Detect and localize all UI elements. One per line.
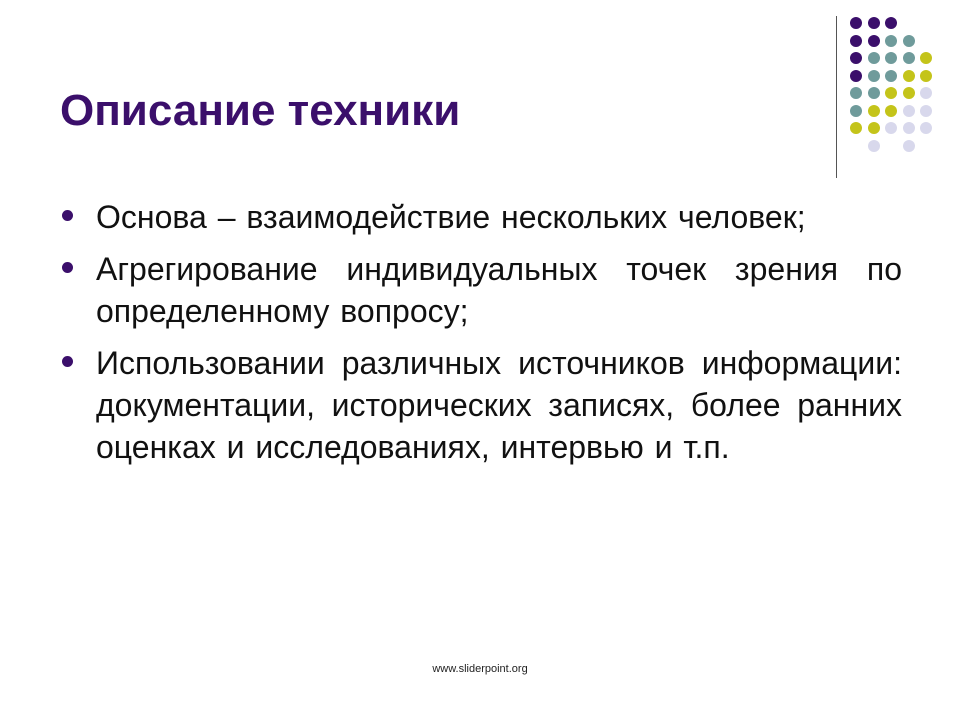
decorative-dot: [903, 35, 915, 47]
decorative-dot: [920, 52, 932, 64]
decorative-dot: [903, 87, 915, 99]
decorative-dot: [850, 70, 862, 82]
decorative-dot: [920, 122, 932, 134]
decorative-dot: [868, 140, 880, 152]
bullet-icon: [62, 356, 73, 367]
decorative-dot: [920, 70, 932, 82]
decorative-dot: [920, 105, 932, 117]
bullet-list: [60, 196, 902, 478]
vertical-divider: [836, 16, 837, 178]
decorative-dot: [850, 87, 862, 99]
bullet-icon: [62, 210, 73, 221]
decorative-dot: [885, 70, 897, 82]
decorative-dot: [885, 105, 897, 117]
decorative-dot: [868, 35, 880, 47]
decorative-dot: [885, 52, 897, 64]
bullet-icon: [62, 262, 73, 273]
decorative-dot: [903, 70, 915, 82]
decorative-dot: [885, 17, 897, 29]
bullet-item: [60, 342, 902, 468]
decorative-dot: [868, 122, 880, 134]
decorative-dot: [850, 122, 862, 134]
decorative-dot: [885, 87, 897, 99]
bullet-text: Основа – взаимодействие нескольких человек;: [96, 199, 806, 235]
decorative-dot: [885, 35, 897, 47]
decorative-dot: [850, 52, 862, 64]
decorative-dot: [885, 122, 897, 134]
footer-url: www.sliderpoint.org: [432, 663, 528, 675]
bullet-item: [60, 248, 902, 332]
decorative-dot: [868, 70, 880, 82]
decorative-dot: [868, 105, 880, 117]
slide-title: Описание техники: [60, 86, 461, 135]
bullet-item: [60, 196, 902, 238]
decorative-dot: [850, 105, 862, 117]
decorative-dot: [868, 87, 880, 99]
decorative-dot: [850, 35, 862, 47]
decorative-dot: [903, 52, 915, 64]
decorative-dot: [903, 140, 915, 152]
decorative-dot: [903, 105, 915, 117]
decorative-dot: [920, 87, 932, 99]
bullet-text: Использовании различных источников информации: документации, исторических записях, более ранних оценках и исследованиях, интервью и т.п.: [96, 345, 902, 465]
bullet-text: Агрегирование индивидуальных точек зрения по определенному вопросу;: [96, 251, 902, 329]
decorative-dot: [868, 17, 880, 29]
decorative-dot: [868, 52, 880, 64]
decorative-dot: [850, 17, 862, 29]
decorative-dot: [903, 122, 915, 134]
